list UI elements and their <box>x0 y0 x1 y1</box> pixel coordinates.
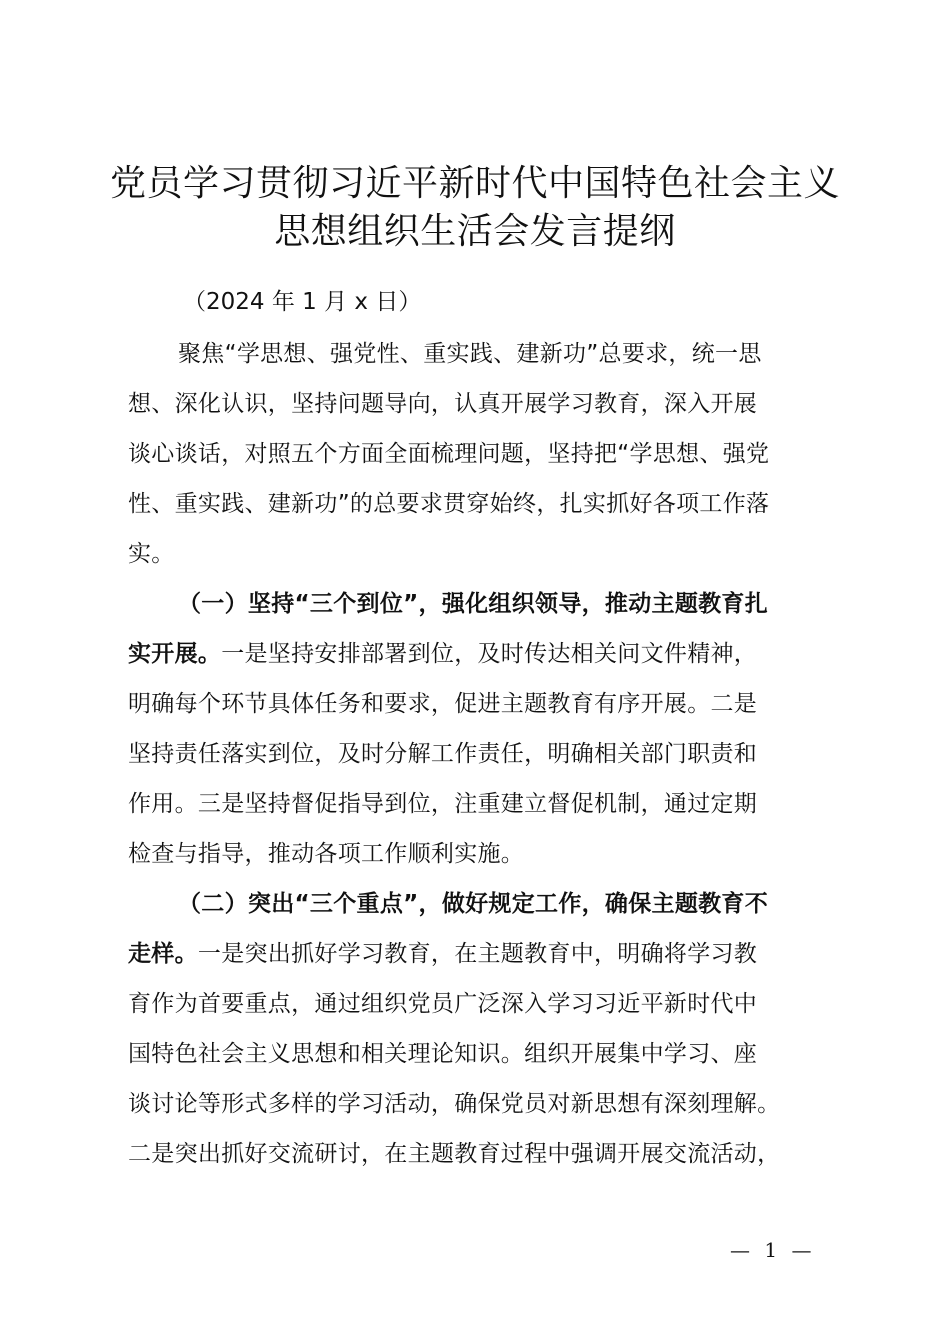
section2-line: 谈讨论等形式多样的学习活动，确保党员对新思想有深刻理解。 <box>128 1091 781 1117</box>
section1-text: 一是坚持安排部署到位，及时传达相关问文件精神， <box>221 641 758 667</box>
section1-line: 坚持责任落实到位，及时分解工作责任，明确相关部门职责和 <box>128 741 758 767</box>
section1-line: 明确每个环节具体任务和要求，促进主题教育有序开展。二是 <box>128 691 758 717</box>
section2-heading-end: 走样。 <box>128 941 198 967</box>
section2-line <box>128 934 757 974</box>
intro-line: 想、深化认识，坚持问题导向，认真开展学习教育，深入开展 <box>128 391 758 417</box>
intro-line: 聚焦“学思想、强党性、重实践、建新功”总要求，统一思 <box>178 341 762 367</box>
section2-line: 二是突出抓好交流研讨，在主题教育过程中强调开展交流活动， <box>128 1141 781 1167</box>
intro-line: 实。 <box>128 541 175 567</box>
document-title-line-1: 党员学习贯彻习近平新时代中国特色社会主义 <box>109 163 840 204</box>
document-date: （2024 年 1 月 x 日） <box>183 289 422 315</box>
section2-text: 一是突出抓好学习教育，在主题教育中，明确将学习教 <box>197 941 758 967</box>
section1-heading-end: 实开展。 <box>128 641 222 667</box>
section2-line: 育作为首要重点，通过组织党员广泛深入学习习近平新时代中 <box>128 991 758 1017</box>
document-title-line-2: 思想组织生活会发言提纲 <box>274 211 676 252</box>
section1-line: 作用。三是坚持督促指导到位，注重建立督促机制，通过定期 <box>128 791 758 817</box>
intro-line: 性、重实践、建新功”的总要求贯穿始终，扎实抓好各项工作落 <box>128 491 770 517</box>
section1-line: 检查与指导，推动各项工作顺利实施。 <box>128 841 525 867</box>
section2-heading: （二）突出“三个重点”，做好规定工作，确保主题教育不 <box>178 891 769 917</box>
page-number: — 1 — <box>730 1238 816 1262</box>
intro-line: 谈心谈话，对照五个方面全面梳理问题，坚持把“学思想、强党 <box>128 441 770 467</box>
section1-heading: （一）坚持“三个到位”，强化组织领导，推动主题教育扎 <box>178 591 769 617</box>
section1-line <box>128 634 757 674</box>
section2-line: 国特色社会主义思想和相关理论知识。组织开展集中学习、座 <box>128 1041 758 1067</box>
